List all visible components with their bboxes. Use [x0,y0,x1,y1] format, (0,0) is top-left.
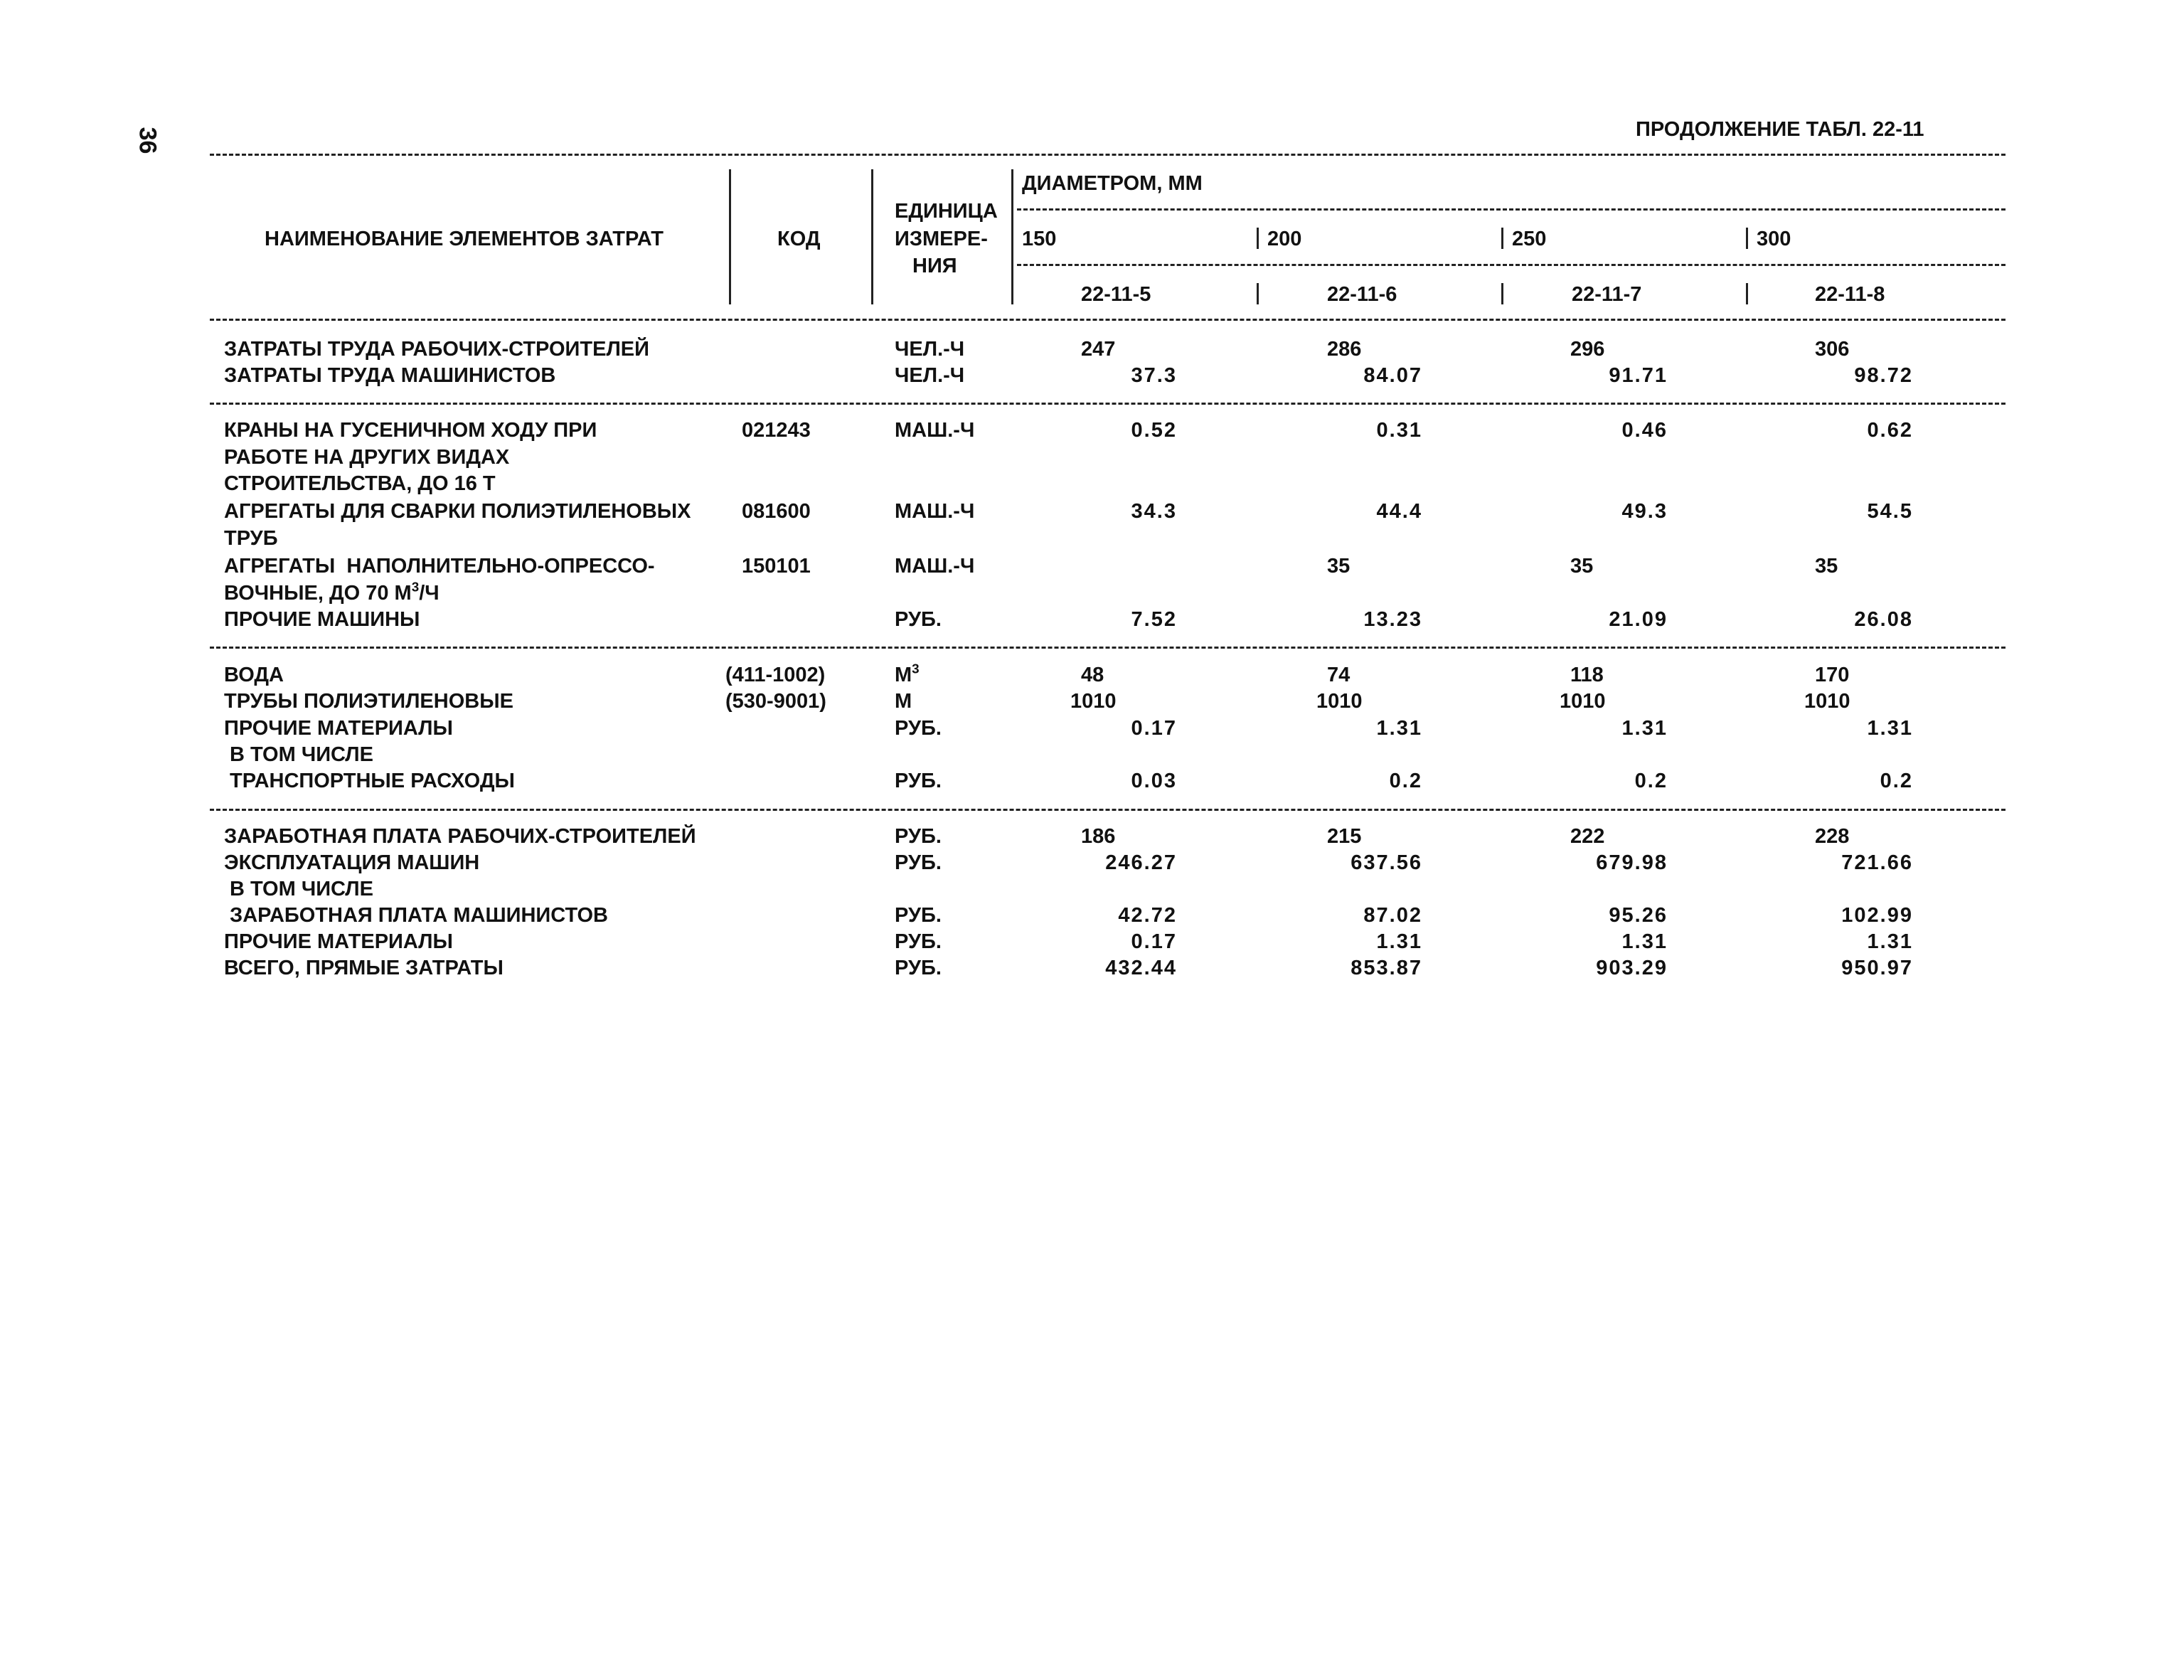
row-unit-text: ЧЕЛ.-Ч [895,364,965,387]
section-rule [210,809,2005,811]
row-name: СТРОИТЕЛЬСТВА, ДО 16 Т [224,472,496,495]
cell-value: 0.31 [1376,419,1422,442]
row-name: КРАНЫ НА ГУСЕНИЧНОМ ХОДУ ПРИ [224,419,597,442]
row-name: ТРУБЫ ПОЛИЭТИЛЕНОВЫЕ [224,690,513,713]
row-name: ЗАРАБОТНАЯ ПЛАТА РАБОЧИХ-СТРОИТЕЛЕЙ [224,825,696,848]
header-code: КОД [777,228,821,250]
row-unit [895,826,942,847]
header-code-22-11-7: 22-11-7 [1572,283,1642,306]
header-divider [729,169,731,304]
cell-value: 54.5 [1867,500,1913,523]
header-name: НАИМЕНОВАНИЕ ЭЛЕМЕНТОВ ЗАТРАТ [265,228,664,250]
row-name: ЗАТРАТЫ ТРУДА РАБОЧИХ-СТРОИТЕЛЕЙ [224,338,649,361]
row-unit-text: М [895,690,912,713]
cell-value: 1.31 [1867,717,1913,740]
row-unit-text: РУБ. [895,825,942,848]
row-name: ВОДА [224,664,284,686]
header-code-22-11-6: 22-11-6 [1327,283,1397,306]
cell-value: 1010 [1560,690,1606,713]
row-unit [895,501,974,522]
cell-value: 84.07 [1363,364,1422,387]
cell-value: 247 [1081,338,1116,361]
cell-value: 98.72 [1854,364,1913,387]
row-name: В ТОМ ЧИСЛЕ [224,878,373,900]
header-unit-line1: ЕДИНИЦА [895,200,998,223]
row-code: 150101 [742,555,811,578]
section-rule [210,403,2005,405]
row-name: РАБОТЕ НА ДРУГИХ ВИДАХ [224,446,510,469]
page-number: 36 [134,127,161,154]
row-name: ПРОЧИЕ МАТЕРИАЛЫ [224,930,453,953]
header-divider [1746,283,1748,304]
cell-value: 432.44 [1105,957,1177,979]
cell-value: 35 [1570,555,1594,578]
cell-value: 903.29 [1596,957,1668,979]
row-unit-text: РУБ. [895,770,942,792]
cell-value: 296 [1570,338,1605,361]
cell-value: 1010 [1070,690,1117,713]
cell-value: 49.3 [1621,500,1668,523]
header-unit-line2: ИЗМЕРЕ- [895,228,988,250]
row-unit [895,691,912,712]
header-top-rule [210,154,2005,156]
row-name: ЭКСПЛУАТАЦИЯ МАШИН [224,851,480,874]
row-unit-text: РУБ. [895,904,942,927]
cell-value: 1010 [1804,690,1850,713]
cell-value: 0.2 [1880,770,1913,792]
cell-value: 13.23 [1363,608,1422,631]
row-code: 081600 [742,500,811,523]
row-name: В ТОМ ЧИСЛЕ [224,743,373,766]
header-unit-line3: НИЯ [912,255,957,277]
cell-value: 1.31 [1621,930,1668,953]
cell-value: 170 [1815,664,1850,686]
header-diam-250: 250 [1512,228,1547,250]
cell-value: 0.17 [1131,930,1177,953]
cell-value: 186 [1081,825,1116,848]
row-name [224,579,440,605]
cell-value: 0.52 [1131,419,1177,442]
cell-value: 1.31 [1867,930,1913,953]
codes-rule [1017,264,2005,266]
row-name: АГРЕГАТЫ ДЛЯ СВАРКИ ПОЛИЭТИЛЕНОВЫХ [224,500,691,523]
cell-value: 0.62 [1867,419,1913,442]
row-unit [895,853,942,873]
cell-value: 0.2 [1634,770,1668,792]
cell-value: 7.52 [1131,608,1177,631]
row-unit [895,771,942,792]
cell-value: 1.31 [1376,717,1422,740]
header-diam-300: 300 [1757,228,1791,250]
header-divider [1746,228,1748,249]
row-unit-text: М [895,664,912,686]
row-unit [895,718,942,739]
row-unit [895,610,942,630]
cell-value: 44.4 [1376,500,1422,523]
row-name: ТРАНСПОРТНЫЕ РАСХОДЫ [224,770,515,792]
header-code-22-11-8: 22-11-8 [1815,283,1885,306]
cell-value: 721.66 [1841,851,1913,874]
cell-value: 34.3 [1131,500,1177,523]
cell-value: 118 [1570,664,1604,686]
row-unit [895,661,920,686]
superscript: 3 [411,579,420,595]
row-code: 021243 [742,419,811,442]
cell-value: 74 [1327,664,1351,686]
row-code: (411-1002) [725,664,826,686]
header-divider [1501,283,1503,304]
continuation-title: ПРОДОЛЖЕНИЕ ТАБЛ. 22-11 [1636,118,1924,141]
cell-value: 26.08 [1854,608,1913,631]
cell-value: 246.27 [1105,851,1177,874]
row-unit [895,339,964,360]
cell-value: 1.31 [1621,717,1668,740]
row-unit-text: МАШ.-Ч [895,500,975,523]
header-code-22-11-5: 22-11-5 [1081,283,1151,306]
header-diameter: ДИАМЕТРОМ, ММ [1022,172,1203,195]
row-unit [895,932,942,952]
row-unit [895,958,942,979]
row-name-tail: /Ч [419,582,440,605]
row-name: ТРУБ [224,527,278,550]
cell-value: 222 [1570,825,1605,848]
header-bottom-rule [210,319,2005,321]
diameter-rule [1017,208,2005,211]
row-unit-text: ЧЕЛ.-Ч [895,338,965,361]
row-unit-text: МАШ.-Ч [895,555,975,578]
row-name: АГРЕГАТЫ НАПОЛНИТЕЛЬНО-ОПРЕССО- [224,555,655,578]
cell-value: 42.72 [1118,904,1177,927]
row-unit-text: РУБ. [895,851,942,874]
cell-value: 95.26 [1609,904,1668,927]
cell-value: 37.3 [1131,364,1177,387]
header-divider [1011,169,1013,304]
cell-value: 87.02 [1363,904,1422,927]
cell-value: 0.03 [1131,770,1177,792]
cell-value: 679.98 [1596,851,1668,874]
cell-value: 35 [1327,555,1351,578]
cell-value: 215 [1327,825,1362,848]
cell-value: 1010 [1316,690,1363,713]
cell-value: 637.56 [1351,851,1422,874]
cell-value: 35 [1815,555,1838,578]
row-unit [895,366,964,386]
row-name: ПРОЧИЕ МАТЕРИАЛЫ [224,717,453,740]
header-diam-200: 200 [1267,228,1302,250]
cell-value: 21.09 [1609,608,1668,631]
header-diam-150: 150 [1022,228,1057,250]
cell-value: 1.31 [1376,930,1422,953]
cell-value: 0.46 [1621,419,1668,442]
cell-value: 102.99 [1841,904,1913,927]
row-name: ЗАТРАТЫ ТРУДА МАШИНИСТОВ [224,364,556,387]
superscript: 3 [912,661,920,676]
cell-value: 91.71 [1609,364,1668,387]
header-divider [1501,228,1503,249]
row-name: ВСЕГО, ПРЯМЫЕ ЗАТРАТЫ [224,957,504,979]
row-name-text: ВОЧНЫЕ, ДО 70 М [224,582,412,605]
header-divider [871,169,873,304]
cell-value: 228 [1815,825,1850,848]
row-code: (530-9001) [725,690,826,713]
header-divider [1257,228,1259,249]
cell-value: 0.17 [1131,717,1177,740]
cell-value: 286 [1327,338,1362,361]
row-name: ЗАРАБОТНАЯ ПЛАТА МАШИНИСТОВ [224,904,608,927]
row-unit-text: РУБ. [895,608,942,631]
row-unit [895,556,974,577]
header-divider [1257,283,1259,304]
row-unit-text: МАШ.-Ч [895,419,975,442]
row-name: ПРОЧИЕ МАШИНЫ [224,608,420,631]
cell-value: 950.97 [1841,957,1913,979]
cell-value: 306 [1815,338,1850,361]
row-unit-text: РУБ. [895,957,942,979]
row-unit-text: РУБ. [895,930,942,953]
row-unit [895,905,942,926]
cell-value: 48 [1081,664,1104,686]
section-rule [210,647,2005,649]
row-unit [895,420,974,441]
cell-value: 853.87 [1351,957,1422,979]
row-unit-text: РУБ. [895,717,942,740]
cell-value: 0.2 [1389,770,1422,792]
